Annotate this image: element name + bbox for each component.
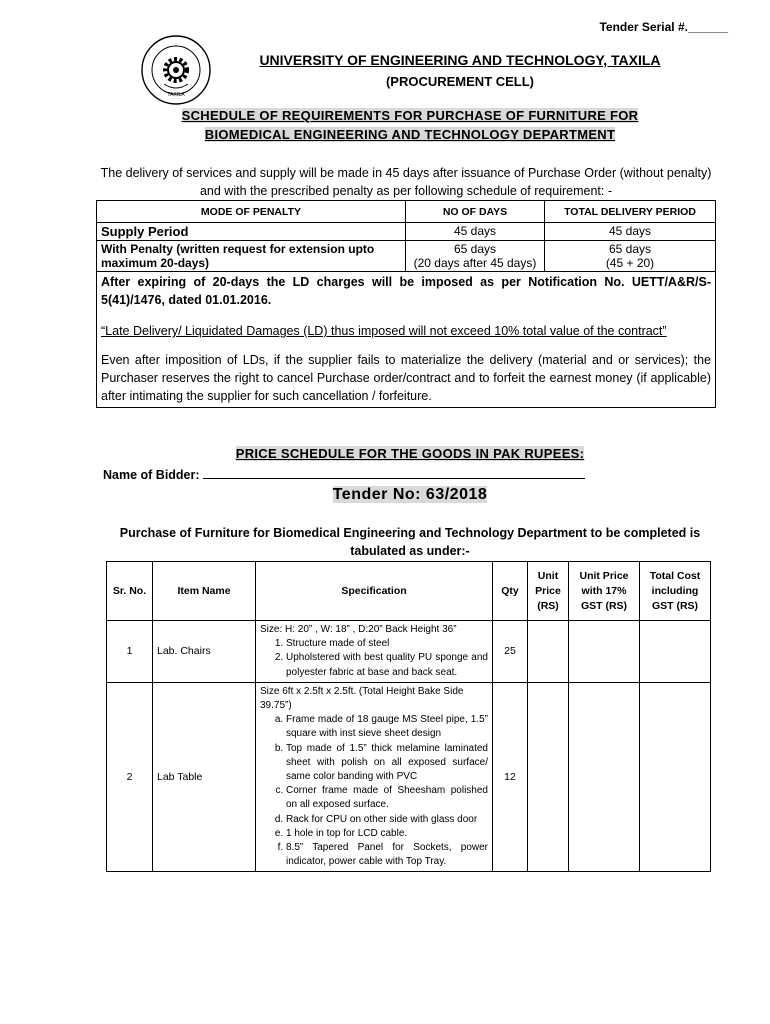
item-qty: 25: [493, 621, 528, 683]
spec-item: d. Rack for CPU on other side with glass door: [286, 813, 488, 827]
schedule-title-line1: SCHEDULE OF REQUIREMENTS FOR PURCHASE OF FURNITURE FOR: [181, 108, 639, 123]
intro-line1: The delivery of services and supply will be made in 45 days after issuance of Purchase Order (without penalty): [100, 166, 712, 180]
header-mode: MODE OF PENALTY: [97, 201, 406, 223]
spec-item: a. Frame made of 18 gauge MS Steel pipe, 1.5” square with inst sieve sheet design: [286, 713, 488, 741]
penalty-notes-row: [97, 272, 716, 408]
penalty-mode: With Penalty (written request for extension upto maximum 20-days): [97, 241, 406, 272]
schedule-title: [100, 106, 720, 144]
item-total-cost-blank[interactable]: [640, 621, 711, 683]
tender-number-text: Tender No: 63/2018: [332, 486, 488, 503]
purchase-purpose: Purchase of Furniture for Biomedical Engineering and Technology Department to be completed is tabulated as under:-: [119, 526, 701, 558]
item-total-cost-blank[interactable]: [640, 682, 711, 872]
item-sr: 1: [107, 621, 153, 683]
penalty-mode: Supply Period: [97, 223, 406, 241]
penalty-total-cell: [545, 241, 716, 272]
header-qty: Qty: [493, 562, 528, 621]
penalty-table: [96, 200, 716, 408]
item-name: Lab Table: [153, 682, 256, 872]
penalty-row: [97, 223, 716, 241]
item-unit-price-gst-blank[interactable]: [569, 621, 640, 683]
ld-notification-note: After expiring of 20-days the LD charges will be imposed as per Notification No. UETT/A&R/S-5(41)/1476, dated 01.01.2016.: [101, 275, 711, 307]
item-name: Lab. Chairs: [153, 621, 256, 683]
spec-list: [260, 637, 488, 680]
spec-list: [260, 713, 488, 869]
item-qty: 12: [493, 682, 528, 872]
spec-item: b. Top made of 1.5” thick melamine laminated sheet with polish on all exposed surface/ same color banding with PVC: [286, 742, 488, 785]
schedule-title-line2: BIOMEDICAL ENGINEERING AND TECHNOLOGY DEPARTMENT: [204, 127, 616, 142]
spec-item: 1. Structure made of steel: [286, 637, 488, 651]
spec-item: f. 8.5” Tapered Panel for Sockets, power indicator, power cable with Top Tray.: [286, 841, 488, 869]
penalty-total: 45 days: [545, 223, 716, 241]
bidder-label: Name of Bidder:: [103, 468, 200, 482]
penalty-total: 65 days: [608, 242, 652, 256]
bidder-name-field: [103, 466, 585, 482]
bidder-name-blank[interactable]: [203, 466, 585, 479]
item-specification: [256, 621, 493, 683]
penalty-notes: [97, 272, 716, 408]
spec-intro: Size 6ft x 2.5ft x 2.5ft. (Total Height Bake Side 39.75”): [260, 685, 464, 712]
price-schedule-title-text: PRICE SCHEDULE FOR THE GOODS IN PAK RUPEES:: [235, 446, 585, 461]
item-unit-price-blank[interactable]: [528, 682, 569, 872]
header-specification: Specification: [256, 562, 493, 621]
ld-quote: “Late Delivery/ Liquidated Damages (LD) thus imposed will not exceed 10% total value of the contract”: [101, 324, 667, 338]
price-schedule-title: [100, 446, 720, 461]
university-title: UNIVERSITY OF ENGINEERING AND TECHNOLOGY, TAXILA: [259, 52, 661, 68]
intro-line2: and with the prescribed penalty as per following schedule of requirement: -: [199, 184, 613, 198]
gear-icon: [165, 59, 187, 81]
spec-item: e. 1 hole in top for LCD cable.: [286, 827, 488, 841]
header-days: NO OF DAYS: [406, 201, 545, 223]
table-row: [107, 621, 711, 683]
header-sr-no: Sr. No.: [107, 562, 153, 621]
university-seal-logo: [140, 34, 212, 106]
tender-number: [100, 486, 720, 504]
item-unit-price-gst-blank[interactable]: [569, 682, 640, 872]
items-table-header: [107, 562, 711, 621]
item-unit-price-blank[interactable]: [528, 621, 569, 683]
spec-item: 2. Upholstered with best quality PU sponge and polyester fabric at base and back seat.: [286, 651, 488, 679]
forfeit-clause: Even after imposition of LDs, if the supplier fails to materialize the delivery (material and or services); the Purchaser reserves the right to cancel Purchase order/contract and to forfeit the earnest money (if applicable) after intimating the supplier for such cancellation / forfeiture.: [101, 353, 711, 403]
item-sr: 2: [107, 682, 153, 872]
header-total: TOTAL DELIVERY PERIOD: [545, 201, 716, 223]
item-specification: [256, 682, 493, 872]
penalty-row: [97, 241, 716, 272]
penalty-days-sub: (20 days after 45 days): [413, 256, 537, 270]
tender-serial: Tender Serial #.______: [599, 20, 728, 34]
header-total-cost: Total Cost including GST (RS): [640, 562, 711, 621]
header-unit-price: Unit Price (RS): [528, 562, 569, 621]
penalty-total-sub: (45 + 20): [605, 256, 655, 270]
penalty-days-cell: [406, 241, 545, 272]
penalty-days: 45 days: [406, 223, 545, 241]
header-unit-price-gst: Unit Price with 17% GST (RS): [569, 562, 640, 621]
items-table: [106, 561, 711, 872]
spec-intro: Size: H: 20” , W: 18” , D:20” Back Height 36”: [260, 624, 457, 635]
table-row: [107, 682, 711, 872]
header-item-name: Item Name: [153, 562, 256, 621]
procurement-cell: (PROCUREMENT CELL): [385, 74, 535, 89]
svg-text:TAXILA: TAXILA: [167, 92, 185, 98]
penalty-table-header: [97, 201, 716, 223]
intro-paragraph: [96, 164, 716, 200]
penalty-days: 65 days: [453, 242, 497, 256]
spec-item: c. Corner frame made of Sheesham polished on all exposed surface.: [286, 784, 488, 812]
